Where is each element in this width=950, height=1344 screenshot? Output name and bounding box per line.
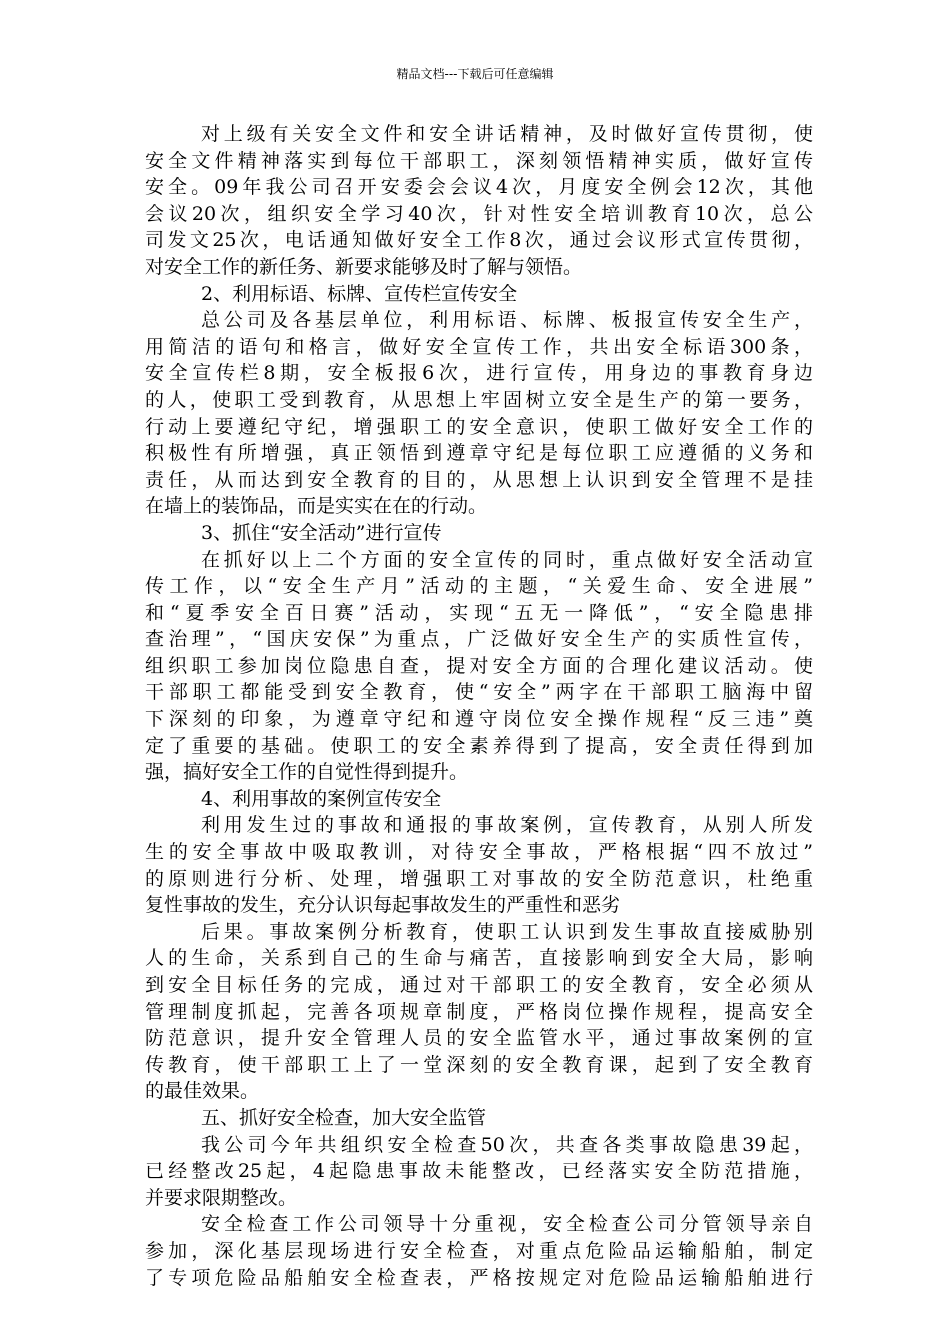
text-line: 查治理”，“国庆安保”为重点，广泛做好安全生产的实质性宣传， (145, 628, 813, 651)
text-line: 到安全目标任务的完成，通过对干部职工的安全教育，安全必须从 (145, 974, 813, 996)
text-line: 后果。事故案例分析教育，使职工认识到发生事故直接威胁别 (201, 920, 813, 943)
text-line: 的最佳效果。 (145, 1080, 260, 1103)
text-line: 防范意识，提升安全管理人员的安全监管水平，通过事故案例的宣 (145, 1027, 813, 1050)
text-line: 利用发生过的事故和通报的事故案例，宣传教育，从别人所发 (201, 814, 813, 837)
text-line: 组织职工参加岗位隐患自查，提对安全方面的合理化建议活动。使 (145, 654, 813, 677)
text-line: 行动上要遵纪守纪，增强职工的安全意识，使职工做好安全工作的 (145, 415, 813, 438)
text-line: 安全宣传栏8期，安全板报6次，进行宣传，用身边的事教育身边 (145, 362, 813, 385)
text-line: 在抓好以上二个方面的安全宣传的同时，重点做好安全活动宣 (201, 548, 813, 571)
text-line: 下深刻的印象，为遵章守纪和遵守岗位安全操作规程“反三违”奠 (145, 708, 813, 731)
text-line: 积极性有所增强，真正领悟到遵章守纪是每位职工应遵循的义务和 (145, 442, 813, 465)
text-line: 4、利用事故的案例宣传安全 (201, 787, 442, 810)
text-line: 参加，深化基层现场进行安全检查，对重点危险品运输船舶，制定 (145, 1239, 813, 1262)
text-line: 用简洁的语句和格言，做好安全宣传工作，共出安全标语300条， (145, 335, 813, 358)
text-line: 对上级有关安全文件和安全讲话精神，及时做好宣传贯彻，使 (201, 123, 813, 145)
text-line: 强，搞好安全工作的自觉性得到提升。 (145, 761, 469, 784)
text-line: 的原则进行分析、处理，增强职工对事故的安全防范意识，杜绝重 (145, 867, 813, 890)
text-line: 的人，使职工受到教育，从思想上牢固树立安全是生产的第一要务， (145, 388, 813, 411)
text-line: 定了重要的基础。使职工的安全素养得到了提高，安全责任得到加 (145, 734, 813, 757)
text-line: 我公司今年共组织安全检查50次，共查各类事故隐患39起， (201, 1133, 813, 1156)
text-line: 司发文25次，电话通知做好安全工作8次，通过会议形式宣传贯彻， (145, 229, 813, 252)
document-body (145, 121, 813, 1291)
text-line: 3、抓住“安全活动”进行宣传 (201, 521, 442, 544)
text-line: 2、利用标语、标牌、宣传栏宣传安全 (201, 282, 518, 305)
text-line: 管理制度抓起，完善各项规章制度，严格岗位操作规程，提高安全 (145, 1000, 813, 1023)
text-line: 和“夏季安全百日赛”活动，实现“五无一降低”，“安全隐患排 (145, 601, 813, 624)
text-line: 传教育，使干部职工上了一堂深刻的安全教育课，起到了安全教育 (145, 1053, 813, 1076)
text-line: 生的安全事故中吸取教训，对待安全事故，严格根据“四不放过” (145, 841, 813, 864)
text-line: 安全检查工作公司领导十分重视，安全检查公司分管领导亲自 (201, 1213, 813, 1236)
text-line: 安全文件精神落实到每位干部职工，深刻领悟精神实质，做好宣传 (145, 149, 813, 172)
text-line: 会议20次，组织安全学习40次，针对性安全培训教育10次，总公 (145, 202, 813, 225)
text-line: 安全。09年我公司召开安委会会议4次，月度安全例会12次，其他 (145, 176, 813, 199)
text-line: 传工作，以“安全生产月”活动的主题，“关爱生命、安全进展” (145, 575, 813, 598)
text-line: 人的生命，关系到自己的生命与痛苦，直接影响到安全大局，影响 (145, 947, 813, 970)
text-line: 复性事故的发生，充分认识每起事故发生的严重性和恶劣 (145, 894, 621, 917)
text-line: 五、抓好安全检查，加大安全监管 (201, 1106, 487, 1129)
text-line: 总公司及各基层单位，利用标语、标牌、板报宣传安全生产， (201, 309, 813, 332)
text-line: 对安全工作的新任务、新要求能够及时了解与领悟。 (145, 255, 583, 278)
text-line: 责任，从而达到安全教育的目的，从思想上认识到安全管理不是挂 (145, 468, 813, 491)
text-line: 并要求限期整改。 (145, 1186, 298, 1209)
text-line: 干部职工都能受到安全教育，使“安全”两字在干部职工脑海中留 (145, 681, 813, 704)
text-line: 了专项危险品船舶安全检查表，严格按规定对危险品运输船舶进行 (145, 1266, 813, 1289)
text-line: 已经整改25起，4起隐患事故未能整改，已经落实安全防范措施， (145, 1160, 813, 1183)
page-header: 精品文档---下载后可任意编辑 (396, 67, 554, 81)
text-line: 在墙上的装饰品，而是实实在在的行动。 (145, 495, 488, 518)
